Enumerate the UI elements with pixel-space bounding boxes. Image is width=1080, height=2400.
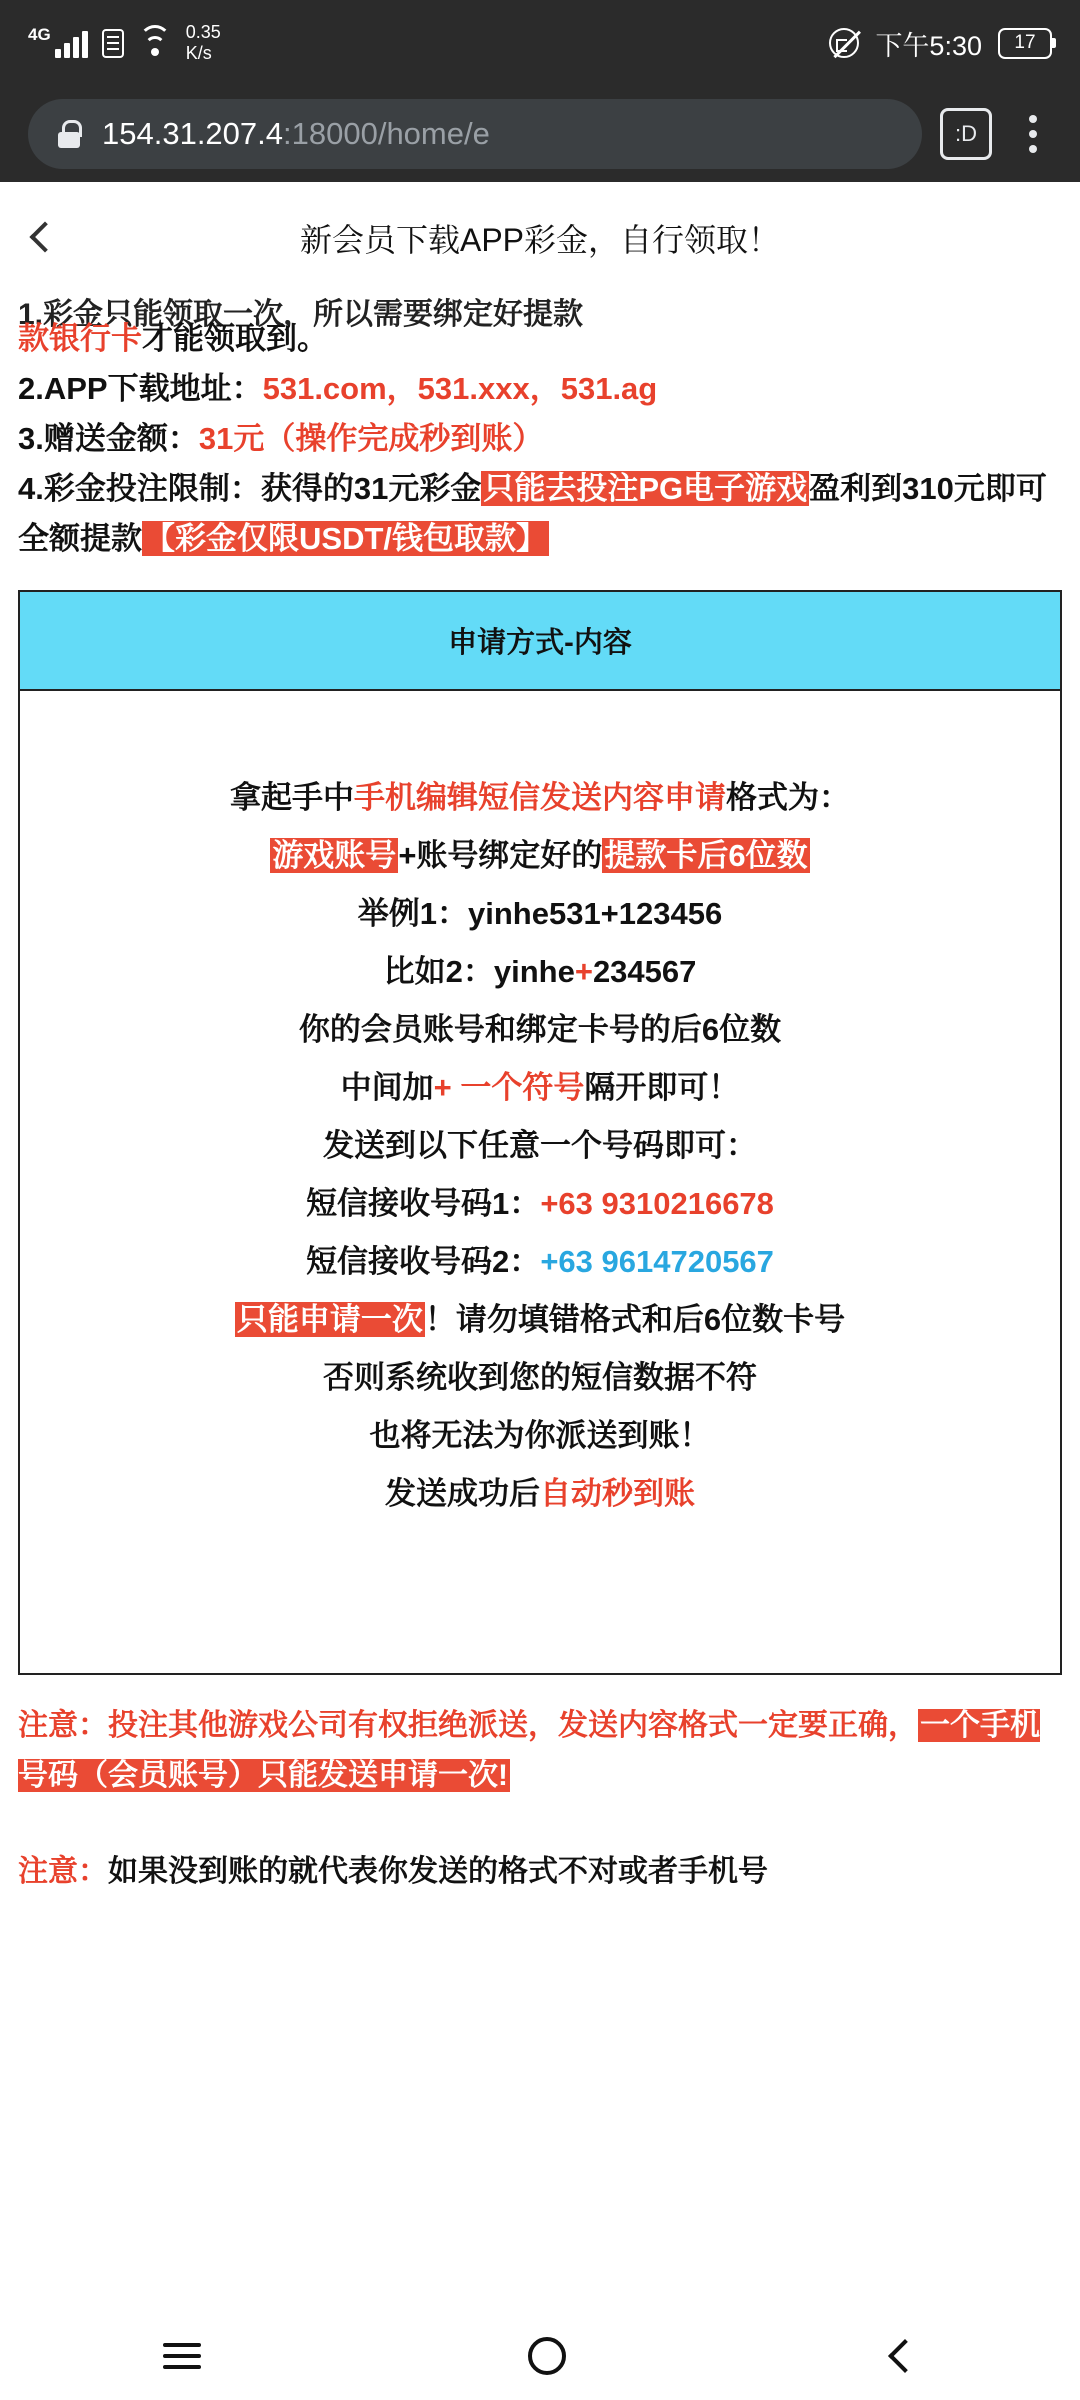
rule-4-highlight-2: 【彩金仅限USDT/钱包取款】 [144, 521, 547, 556]
box-line-13-red: 自动秒到账 [540, 1476, 695, 1511]
system-navigation-bar [0, 2310, 1080, 2400]
signal-bars-icon [55, 28, 88, 58]
status-bar-left [28, 22, 221, 64]
page-header [0, 182, 1080, 292]
box-line-13-a: 发送成功后 [385, 1476, 540, 1511]
network-type-label: 4G [28, 25, 51, 44]
sms-number-2 [34, 1233, 1046, 1291]
box-line-7: 发送到以下任意一个号码即可： [323, 1128, 757, 1163]
box-line-4-plus: + [574, 954, 593, 989]
box-line-2-hl1: 游戏账号 [272, 838, 397, 873]
note-2-text: 如果没到账的就代表你发送的格式不对或者手机号 [108, 1855, 768, 1888]
box-line-1-b: 格式为： [726, 780, 850, 815]
rule-line-2 [18, 364, 1062, 414]
box-line-10-hl: 只能申请一次 [236, 1302, 423, 1337]
box-line-1-a: 拿起手中 [230, 780, 354, 815]
address-bar[interactable] [28, 99, 922, 169]
lock-icon [58, 120, 80, 148]
tab-switcher-button[interactable]: :D [940, 108, 992, 160]
rule-line-3 [18, 414, 1062, 464]
home-circle-icon[interactable] [528, 2337, 566, 2375]
box-line-11: 否则系统收到您的短信数据不符 [323, 1360, 757, 1395]
box-line-1-red: 手机编辑短信发送内容申请 [354, 780, 726, 815]
rule-2-label: 2.APP下载地址： [18, 371, 263, 406]
rule-1-rest: 才能领取到。 [142, 321, 328, 356]
box-line-6-a: 中间加 [340, 1070, 434, 1105]
chevron-left-icon [29, 221, 60, 252]
note-2-label: 注意： [18, 1855, 108, 1888]
menu-icon[interactable] [163, 2343, 201, 2369]
browser-menu-icon[interactable] [1010, 115, 1056, 153]
box-line-6-b: 隔开即可！ [584, 1070, 740, 1105]
box-line-12: 也将无法为你派送到账！ [369, 1418, 711, 1453]
box-line-2-mid: +账号绑定好的 [398, 838, 603, 873]
box-title: 申请方式-内容 [20, 592, 1060, 691]
box-line-2-hl2: 提款卡后6位数 [604, 838, 808, 873]
sms-number-1 [34, 1175, 1046, 1233]
battery-indicator: 17 [998, 28, 1052, 59]
rule-line-4 [18, 464, 1062, 564]
url-path: :18000/home/e [283, 116, 490, 151]
sim-card-icon [102, 29, 124, 58]
status-bar-right [829, 24, 1052, 63]
rule-3-label: 3.赠送金额： [18, 421, 199, 456]
rule-4-prefix: 4.彩金投注限制：获得的31元彩金 [18, 471, 482, 506]
box-line-13 [34, 1465, 1046, 1523]
sms-number-1-label: 短信接收号码1： [306, 1186, 541, 1221]
box-line-10-rest: ！请勿填错格式和后6位数卡号 [424, 1302, 846, 1337]
note-2 [18, 1847, 1062, 1897]
application-method-box [18, 590, 1062, 1675]
note-1 [18, 1701, 1062, 1801]
rule-2-value: 531.com，531.xxx，531.ag [262, 371, 658, 406]
sms-number-2-label: 短信接收号码2： [306, 1244, 541, 1279]
page-title: 新会员下载APP彩金，自行领取！ [299, 222, 781, 258]
status-bar [0, 0, 1080, 86]
back-chevron-icon[interactable] [893, 2344, 917, 2368]
clock-label: 下午5:30 [875, 30, 982, 61]
box-line-6-red: + 一个符号 [433, 1070, 585, 1105]
wifi-icon [138, 29, 172, 57]
clipped-line [18, 292, 1062, 331]
sms-number-1-value: +63 9310216678 [540, 1186, 774, 1221]
rule-4-middle: 盈利到310元即可全额提款 [18, 471, 1047, 556]
box-line-10 [34, 1291, 1046, 1349]
rule-1-prefix: 款银行卡 [18, 321, 142, 356]
box-body [20, 691, 1060, 1673]
page-content [0, 292, 1080, 2310]
mute-icon [829, 28, 859, 58]
rule-4-highlight: 只能去投注PG电子游戏 [483, 471, 808, 506]
box-line-5: 你的会员账号和绑定卡号的后6位数 [298, 1012, 782, 1047]
rule-3-value: 31元（操作完成秒到账） [198, 421, 544, 456]
sms-number-2-value: +63 9614720567 [540, 1244, 774, 1279]
box-line-2 [34, 827, 1046, 885]
box-line-4-b: 234567 [592, 954, 697, 989]
data-rate-unit: K/s [185, 43, 212, 63]
page-back-button[interactable] [0, 226, 90, 254]
browser-toolbar [0, 86, 1080, 182]
box-line-6 [34, 1059, 1046, 1117]
note-1-highlight: 一个手机号码（会员账号）只能发送申请一次! [18, 1709, 1040, 1792]
url-text [102, 116, 490, 152]
clipped-line-text: 1.彩金只能领取一次，所以需要绑定好提款 [18, 298, 584, 331]
box-line-3: 举例1：yinhe531+123456 [357, 896, 723, 931]
data-rate-value: 0.35 [185, 22, 221, 42]
data-rate-indicator [186, 22, 221, 64]
box-line-4-a: 比如2：yinhe [383, 954, 575, 989]
box-line-1 [34, 769, 1046, 827]
note-1-text: 注意：投注其他游戏公司有权拒绝派送，发送内容格式一定要正确， [18, 1709, 918, 1742]
box-line-4 [34, 943, 1046, 1001]
url-host: 154.31.207.4 [102, 116, 284, 151]
